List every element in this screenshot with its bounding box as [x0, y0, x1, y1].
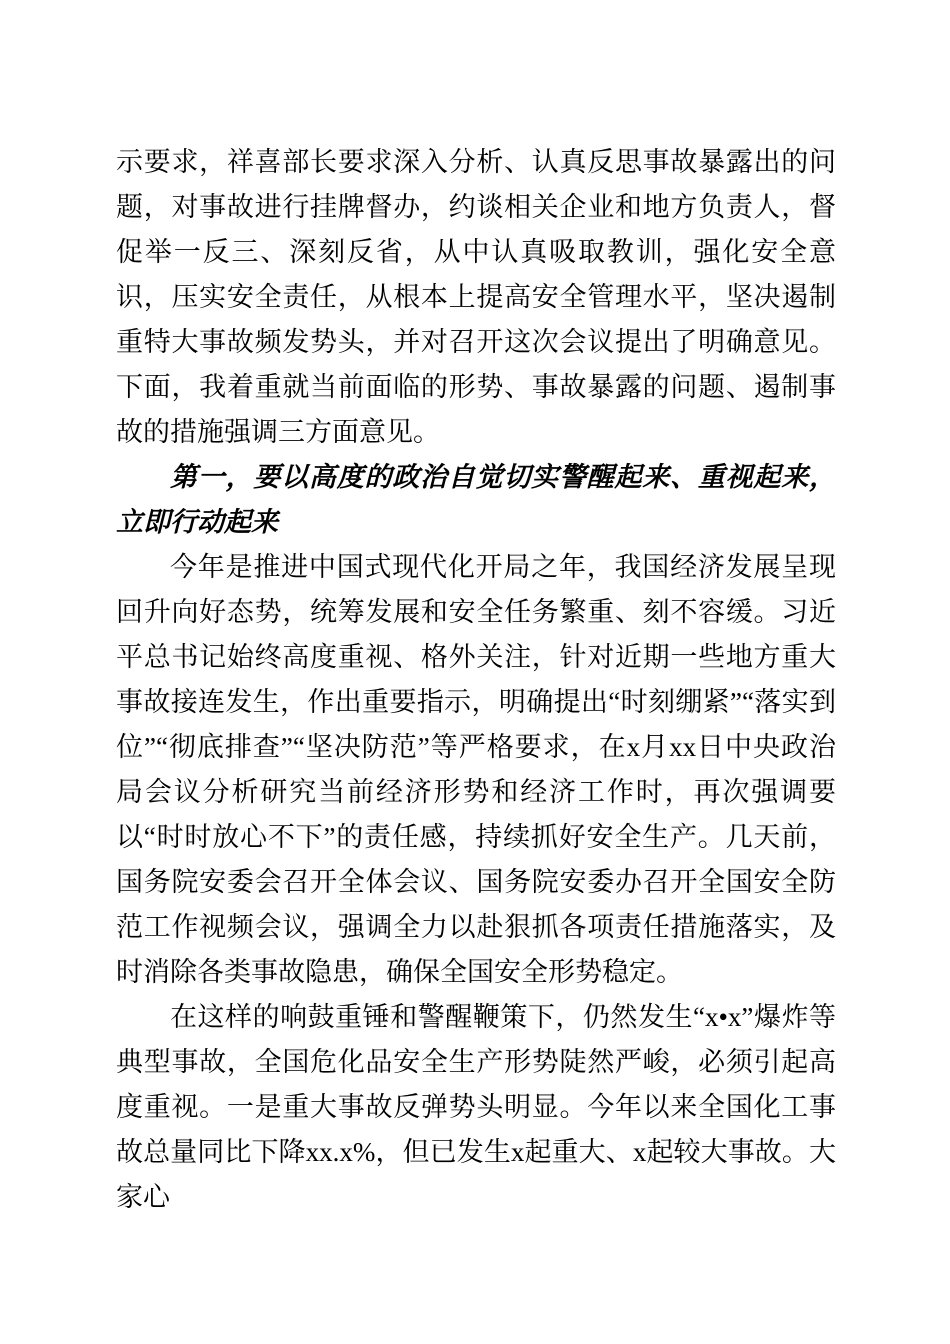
paragraph-body-2: 在这样的响鼓重锤和警醒鞭策下，仍然发生“x•x”爆炸等典型事故，全国危化品安全生产形势陡然严峻，必须引起高度重视。一是重大事故反弹势头明显。今年以来全国化工事故总量同比下降xx.x%，但已发生x起重大、x起较大事故。大家心 [116, 1002, 836, 1212]
paragraph-body-1: 今年是推进中国式现代化开局之年，我国经济发展呈现回升向好态势，统筹发展和安全任务繁重、刻不容缓。习近平总书记始终高度重视、格外关注，针对近期一些地方重大事故接连发生，作出重要指示，明确提出“时刻绷紧”“落实到位”“彻底排查”“坚决防范”等严格要求，在x月xx日中央政治局会议分析研究当前经济形势和经济工作时，再次强调要以“时时放心不下”的责任感，持续抓好安全生产。几天前，国务院安委会召开全体会议、国务院安委办召开全国安全防范工作视频会议，强调全力以赴狠抓各项责任措施落实，及时消除各类事故隐患，确保全国安全形势稳定。 [116, 552, 836, 987]
section-heading: 第一，要以高度的政治自觉切实警醒起来、重视起来，立即行动起来 [116, 462, 836, 537]
paragraph-continuation: 示要求，祥喜部长要求深入分析、认真反思事故暴露出的问题，对事故进行挂牌督办，约谈相关企业和地方负责人，督促举一反三、深刻反省，从中认真吸取教训，强化安全意识，压实安全责任，从根本上提高安全管理水平，坚决遏制重特大事故频发势头，并对召开这次会议提出了明确意见。下面，我着重就当前面临的形势、事故暴露的问题、遏制事故的措施强调三方面意见。 [116, 147, 836, 447]
